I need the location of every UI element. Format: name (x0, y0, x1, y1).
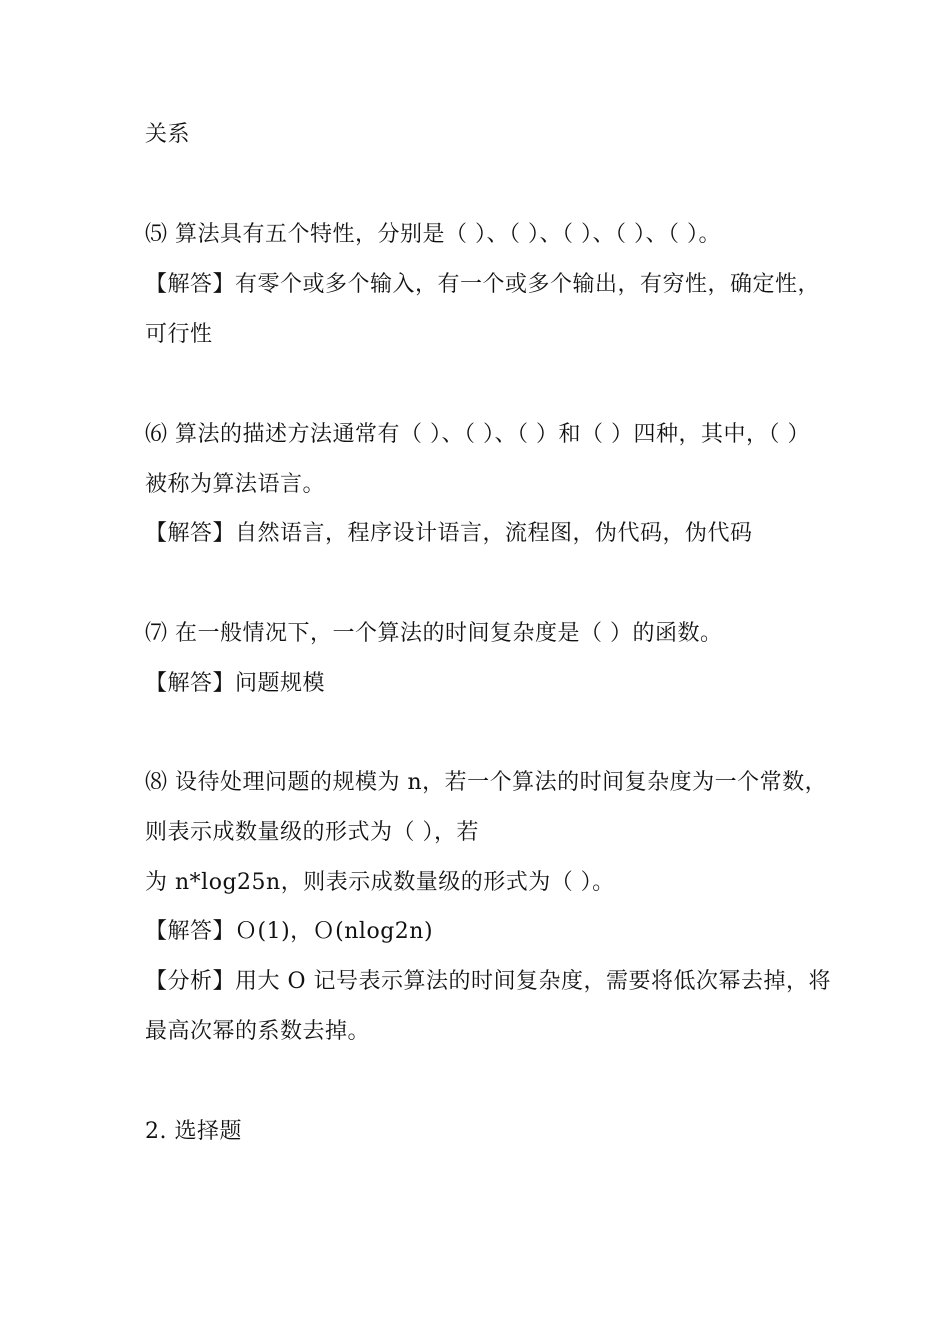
answer-8: 【解答】Ｏ(1)，Ｏ(nlog2n) (145, 919, 434, 944)
question-6: ⑹ 算法的描述方法通常有（ ）、（ ）、（ ）和（ ）四种，其中，（ ） (145, 422, 810, 447)
analysis-8: 【分析】用大 O 记号表示算法的时间复杂度，需要将低次幂去掉，将 (145, 969, 832, 994)
section-heading-choice-questions: 2. 选择题 (145, 1119, 242, 1144)
question-8-continued-2: 为 n*log25n，则表示成数量级的形式为（ ）。 (145, 870, 615, 895)
question-8-continued: 则表示成数量级的形式为（ ），若 (145, 820, 479, 845)
answer-6: 【解答】自然语言，程序设计语言，流程图，伪代码，伪代码 (145, 521, 753, 546)
answer-5-continued: 可行性 (145, 322, 213, 347)
question-8: ⑻ 设待处理问题的规模为 n，若一个算法的时间复杂度为一个常数， (145, 770, 828, 795)
question-5: ⑸ 算法具有五个特性，分别是（ ）、（ ）、（ ）、（ ）、（ ）。 (145, 222, 721, 247)
answer-5: 【解答】有零个或多个输入，有一个或多个输出，有穷性，确定性， (145, 272, 821, 297)
question-6-continued: 被称为算法语言。 (145, 472, 326, 497)
question-7: ⑺ 在一般情况下，一个算法的时间复杂度是（ ）的函数。 (145, 621, 723, 646)
answer-7: 【解答】问题规模 (145, 671, 326, 696)
text-line-relation: 关系 (145, 122, 191, 147)
analysis-8-continued: 最高次幂的系数去掉。 (145, 1019, 371, 1044)
